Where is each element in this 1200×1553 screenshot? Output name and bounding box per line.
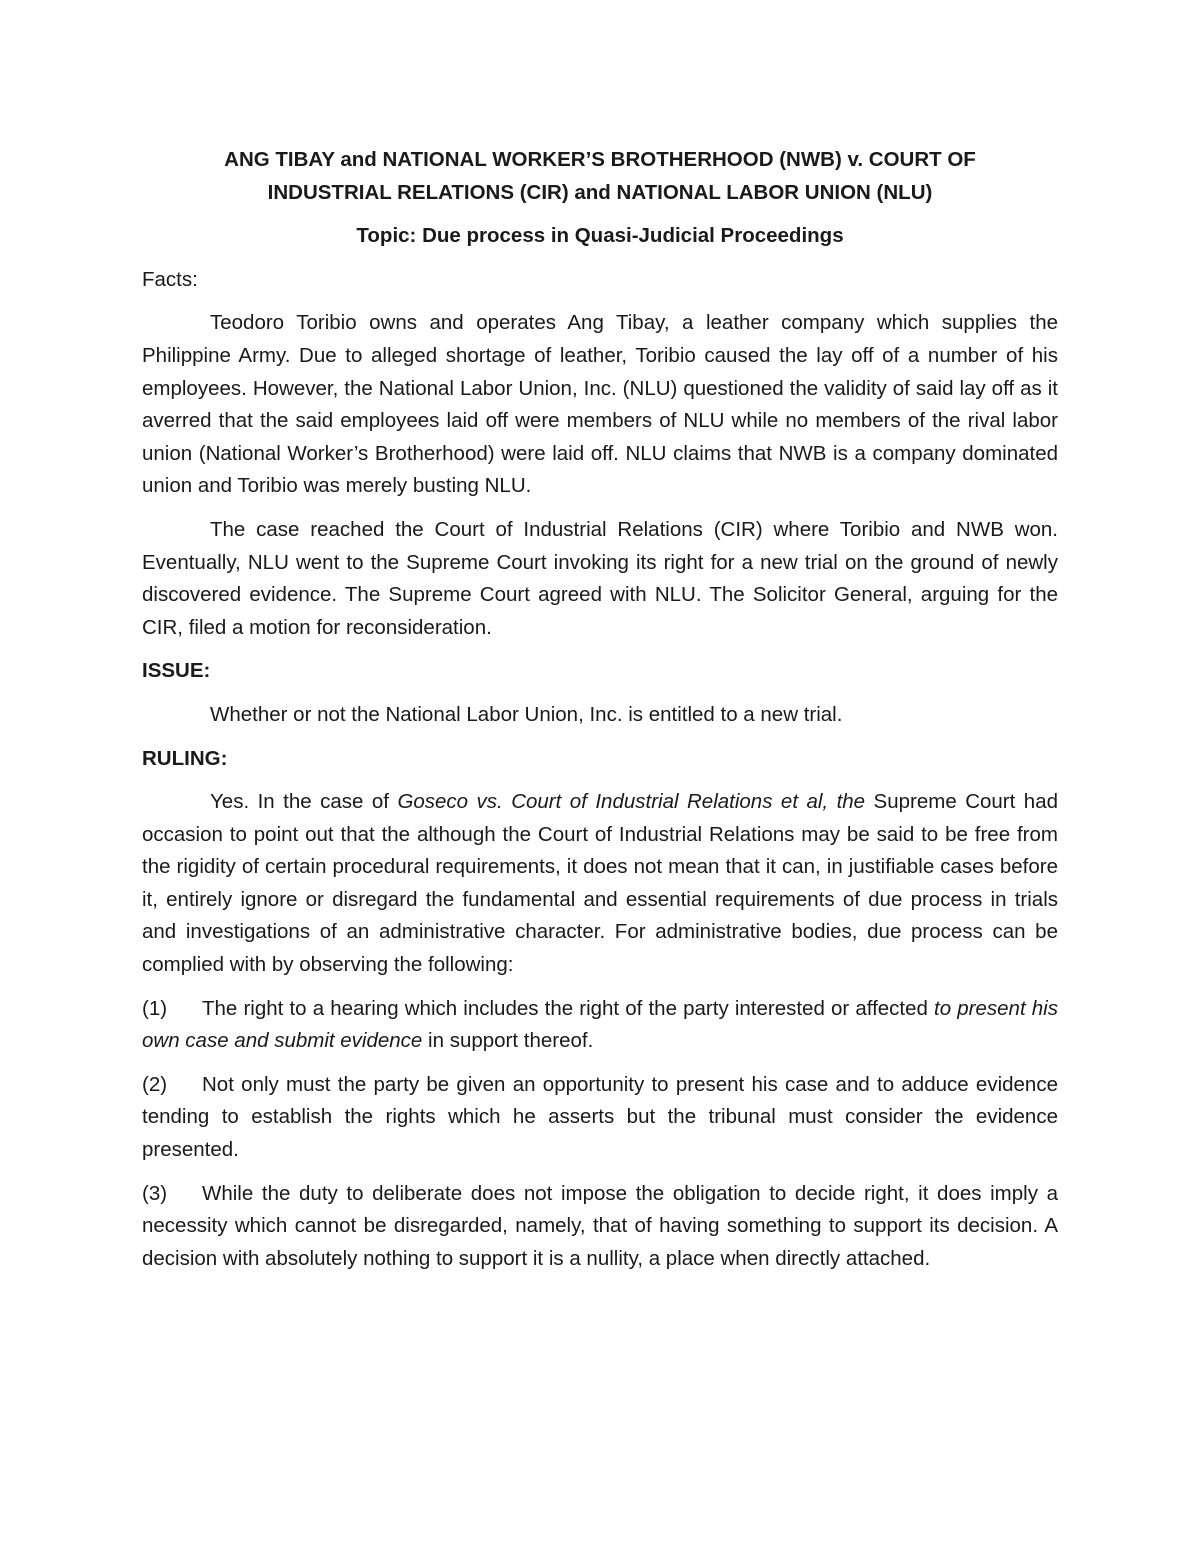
ruling-text-rest: Supreme Court had occasion to point out that the although the Court of Industrial Relations may be said to be free from the rigidity of certain procedural requirements, it does not mean that it can, in justifiable cases before it, entirely ignore or disregard the fundamental and essential requirements of due process in trials and investigations of an administrative character. For administrative bodies, due process can be complied with by observing the following: [142, 790, 1058, 977]
case-title-line-2: INDUSTRIAL RELATIONS (CIR) and NATIONAL LABOR UNION (NLU) [267, 180, 933, 204]
facts-label: Facts: [142, 267, 198, 291]
ruling-paragraph [142, 786, 1058, 982]
facts-paragraph-2: The case reached the Court of Industrial Relations (CIR) where Toribio and NWB won. Eventually, NLU went to the Supreme Court invoking its right for a new trial on the ground of newly discovered evidence. The Supreme Court agreed with NLU. The Solicitor General, arguing for the CIR, filed a motion for reconsideration. [142, 517, 1058, 639]
issue-text: Whether or not the National Labor Union, Inc. is entitled to a new trial. [210, 702, 843, 726]
requirement-text: The right to a hearing which includes the right of the party interested or affected [202, 996, 935, 1020]
requirement-item-3 [142, 1178, 1058, 1276]
topic-heading: Topic: Due process in Quasi-Judicial Proceedings [356, 224, 844, 248]
facts-paragraph-1: Teodoro Toribio owns and operates Ang Tibay, a leather company which supplies the Philippine Army. Due to alleged shortage of leather, Toribio caused the lay off of a number of his employees. However, the National Labor Union, Inc. (NLU) questioned the validity of said lay off as it averred that the said employees laid off were members of NLU while no members of the rival labor union (National Worker’s Brotherhood) were laid off. NLU claims that NWB is a company dominated union and Toribio was merely busting NLU. [142, 311, 1058, 498]
requirement-text: Not only must the party be given an opportunity to present his case and to adduce evidence tending to establish the rights which he asserts but the tribunal must consider the evidence presented. [142, 1072, 1058, 1162]
ruling-case-citation: Goseco vs. Court of Industrial Relations et al, the [397, 790, 866, 814]
requirement-item-2 [142, 1069, 1058, 1167]
requirement-item-1 [142, 993, 1058, 1058]
document-page [142, 144, 1058, 1286]
requirement-italic-text: to present his own case and submit evidence [142, 996, 1058, 1053]
requirement-text-end: in support thereof. [422, 1029, 594, 1053]
requirement-number: (3) [142, 1181, 168, 1205]
ruling-label: RULING: [142, 746, 228, 770]
requirement-text: While the duty to deliberate does not impose the obligation to decide right, it does imply a necessity which cannot be disregarded, namely, that of having something to support its decision. A decision with absolutely nothing to support it is a nullity, a place when directly attached. [142, 1181, 1058, 1270]
requirement-number: (2) [142, 1072, 168, 1096]
issue-label: ISSUE: [142, 659, 211, 683]
case-title-line-1: ANG TIBAY and NATIONAL WORKER’S BROTHERHOOD (NWB) v. COURT OF [224, 148, 976, 171]
requirement-number: (1) [142, 996, 168, 1020]
case-title [142, 144, 1058, 209]
ruling-text-start: Yes. In the case of [210, 790, 398, 814]
